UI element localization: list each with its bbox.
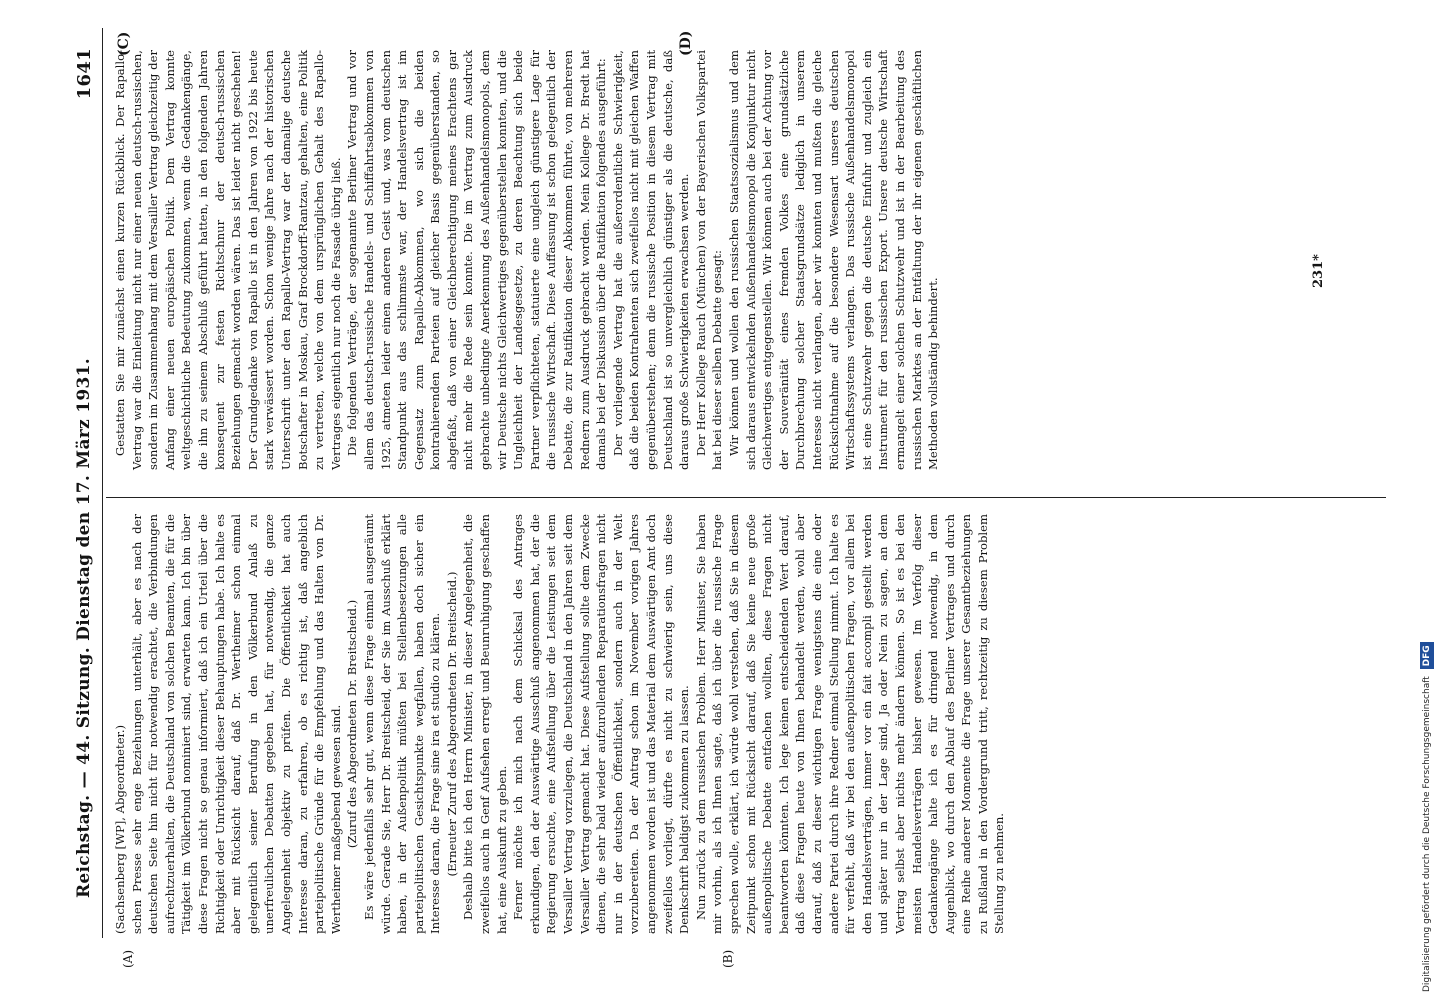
document-page bbox=[66, 28, 1406, 968]
paragraph: Der Herr Kollege Rauch (München) von der Bayerischen Volkspartei hat bei dieser selben Debatte gesagt: bbox=[693, 50, 725, 470]
running-head bbox=[74, 28, 110, 968]
paragraph: Es wäre jedenfalls sehr gut, wenn diese Frage einmal ausgeräumt würde. Gerade Sie, Herr Dr. Breitscheid, der Sie im Ausschuß erklärt haben, in der Außenpolitik müßten bei Stellenbesetzungen alle parteipolitischen Gesichtspunkte wegfallen, haben doch sicher ein Interesse daran, die Frage sine ira et studio zu klären. bbox=[361, 514, 443, 934]
header-rule bbox=[102, 28, 103, 938]
margin-marker-a: (A) bbox=[121, 949, 135, 968]
quotation: Wir können und wollen den russischen Staatssozialismus und dem sich daraus entwickelnden Außenhandelsmonopol die Konjunktur nicht Gleichwertiges entgegenstellen. Wir können auch bei der Achtung vor der Souveränität eines fremden Volkes eine grundsätzliche Durchbrechung solcher Staatsgrundsätze lediglich in unserem Interesse nicht verlangen, aber wir konnten und mußten die gleiche Rücksichtnahme auf die besondere Wesensart unseres deutschen Wirtschaftssystems verlangen. Das russische Außenhandelsmonopol ist eine Schutzwehr gegen die deutsche Einfuhr und zugleich ein Instrument für den russischen Export. Unsere deutsche Wirtschaft ermangelt einer solchen Schutzwehr und ist in der Bearbeitung des russischen Marktes an der Entfaltung der ihr eigenen geschäftlichen Methoden vollständig behindert. bbox=[726, 50, 941, 470]
running-head-title: Reichstag. — 44. Sitzung. Dienstag den 17. März 1931. bbox=[74, 358, 94, 898]
paragraph: Die folgenden Verträge, der sogenannte Berliner Vertrag und vor allem das deutsch-russische Handels- und Schiffahrtsabkommen von 1925, atmeten leider einen anderen Geist und, was vom deutschen Standpunkt aus das schlimmste war, der Handelsvertrag ist im Gegensatz zum Rapallo-Abkommen, wo sich die beiden kontrahierenden Parteien auf gleicher Basis gegenüberstanden, so abgefaßt, daß von einer Gleichberechtigung meines Erachtens gar nicht mehr die Rede sein konnte. Die im Vertrag zum Ausdruck gebrachte unbedingte Anerkennung des Außenhandelsmonopols, dem wir Deutsche nichts Gleichwertiges gegenüberstellen konnten, und die Ungleichheit der Landesgesetze, zu deren Beachtung sich beide Partner verpflichteten, statuierte eine ungleich günstigere Lage für die russische Wirtschaft. Diese Auffassung ist schon gelegentlich der Debatte, die zur Ratifikation dieser Abkommen führte, von mehreren Rednern zum Ausdruck gebracht worden. Mein Kollege Dr. Bredt hat damals bei der Diskussion über die Ratifikation folgendes ausgeführt: bbox=[345, 50, 609, 470]
paragraph: Gestatten Sie mir zunächst einen kurzen Rückblick. Der Rapallo-Vertrag war die Einleitung nicht nur einer neuen deutsch-russischen, sondern im Zusammenhang mit dem Versailler Vertrag gleichzeitig der Anfang einer neuen europäischen Politik. Dem Vertrag konnte weltgeschichtliche Bedeutung zukommen, wenn die Gedankengänge, die ihn zu seinem Abschluß geführt hatten, in den folgenden Jahren konsequent zur festen Richtschnur der deutsch-russischen Beziehungen gemacht worden wären. Das ist leider nicht geschehen! Der Grundgedanke von Rapallo ist in den Jahren von 1922 bis heute stark verwässert worden. Schon wenige Jahre nach der historischen Unterschrift unter den Rapallo-Vertrag war der damalige deutsche Botschafter in Moskau, Graf Brockdorff-Rantzau, gehalten, eine Politik zu vertreten, welche von dem ursprünglichen Gehalt des Rapallo-Vertrages eigentlich nur noch die Fassade übrig ließ. bbox=[113, 50, 343, 470]
margin-marker-b: (B) bbox=[721, 949, 735, 968]
page-number: 1641 bbox=[74, 48, 95, 100]
right-column bbox=[112, 50, 942, 470]
paragraph: Nun zurück zu dem russischen Problem. Herr Minister, Sie haben mir vorhin, als ich Ihnen sagte, daß ich über die russische Frage sprechen wolle, erklärt, ich würde wohl verstehen, daß Sie in diesem Zeitpunkt schon mit Rücksicht darauf, daß Sie keine neue große außenpolitische Debatte entfachen wollten, diese Fragen nicht beantworten könnten. Ich lege keinen entscheidenden Wert darauf, daß diese Fragen heute von Ihnen behandelt werden, wohl aber darauf, daß zu dieser wichtigen Frage wenigstens die eine oder andere Partei durch ihre Redner einmal Stellung nimmt. Ich halte es für verfehlt, daß wir bei den außenpolitischen Fragen, vor allem bei den Handelsverträgen, immer vor ein fait accompli gestellt werden und später nur in der Lage sind, Ja oder Nein zu sagen, an dem Vertrag selbst aber nichts mehr ändern können. So ist es bei den meisten Handelsverträgen bisher gewesen. Im Verfolg dieser Gedankengänge halte ich es für dringend notwendig, in dem Augenblick, wo durch den Ablauf des Berliner Vertrages und durch eine Reihe anderer Momente die Frage unserer Gesamtbeziehungen zu Rußland in den Vordergrund tritt, rechtzeitig zu diesem Problem Stellung zu nehmen. bbox=[693, 514, 1007, 934]
speaker-line: (Sachsenberg [WP], Abgeordneter.) bbox=[113, 724, 127, 934]
margin-marker-c: (C) bbox=[116, 31, 132, 56]
digitization-credit bbox=[1420, 8, 1434, 992]
dfg-logo: DFG bbox=[1420, 642, 1434, 669]
margin-marker-d: (D) bbox=[678, 30, 694, 56]
paragraph: Ferner möchte ich mich nach dem Schicksal des Antrages erkundigen, den der Auswärtige Ausschuß angenommen hat, der die Regierung ersuchte, eine Aufstellung über die Leistungen seit dem Versailler Vertrag vorzulegen, die Deutschland in den Jahren seit dem Versailler Vertrag gemacht hat. Diese Aufstellung sollte dem Zwecke dienen, die sehr bald wieder aufzurollenden Reparationsfragen nicht nur in der deutschen Öffentlichkeit, sondern auch in der Welt vorzubereiten. Da der Antrag schon im November vorigen Jahres angenommen worden ist und das Material dem Auswärtigen Amt doch zweifellos vorliegt, dürfte es nicht zu schwierig sein, uns diese Denkschrift baldigst zukommen zu lassen. bbox=[511, 514, 692, 934]
credit-text: Digitalisierung gefördert durch die Deutsche Forschungsgemeinschaft bbox=[1422, 676, 1432, 992]
rotated-page bbox=[66, 28, 1406, 968]
left-column bbox=[112, 514, 1008, 934]
quotation: Der vorliegende Vertrag hat die außerordentliche Schwierigkeit, daß die beiden Kontrahenten sich zweifellos nicht mit gleichen Waffen gegenüberstehen; denn die russische Position in diesem Vertrag mit Deutschland ist so unvergleichlich günstiger als die deutsche, daß daraus große Schwierigkeiten erwachsen werden. bbox=[610, 50, 692, 470]
interjection: (Erneuter Zuruf des Abgeordneten Dr. Breitscheid.) bbox=[444, 571, 459, 877]
paragraph: Deshalb bitte ich den Herrn Minister, in dieser Angelegenheit, die zweifellos auch in Genf Aufsehen erregt und Beunruhigung geschaffen hat, eine Auskunft zu geben. bbox=[461, 514, 509, 934]
interjection: (Zuruf des Abgeordneten Dr. Breitscheid.) bbox=[345, 599, 360, 849]
paragraph: schen Presse sehr enge Beziehungen unterhält, aber es nach der deutschen Seite hin nicht für notwendig erachtet, die Verbindungen aufrechtzuerhalten, die Deutschland von solchen Beamten, die für die Tätigkeit im Völkerbund nominiert sind, erwarten kann. Ich bin über diese Fragen nicht so genau informiert, daß ich ein Urteil über die Richtigkeit oder Unrichtigkeit dieser Behauptungen habe. Ich halte es aber mit Rücksicht darauf, daß Dr. Wertheimer schon einmal gelegentlich seiner Berufung in den Völkerbund Anlaß zu unerfreulichen Debatten gegeben hat, für notwendig, die ganze Angelegenheit objektiv zu prüfen. Die Öffentlichkeit hat auch Interesse daran, zu erfahren, ob es richtig ist, daß angeblich parteipolitische Gründe für die Empfehlung und das Halten von Dr. Wertheimer maßgebend gewesen sind. bbox=[129, 514, 343, 934]
sheet-signature: 231* bbox=[1311, 254, 1326, 288]
column-divider bbox=[106, 497, 1386, 498]
